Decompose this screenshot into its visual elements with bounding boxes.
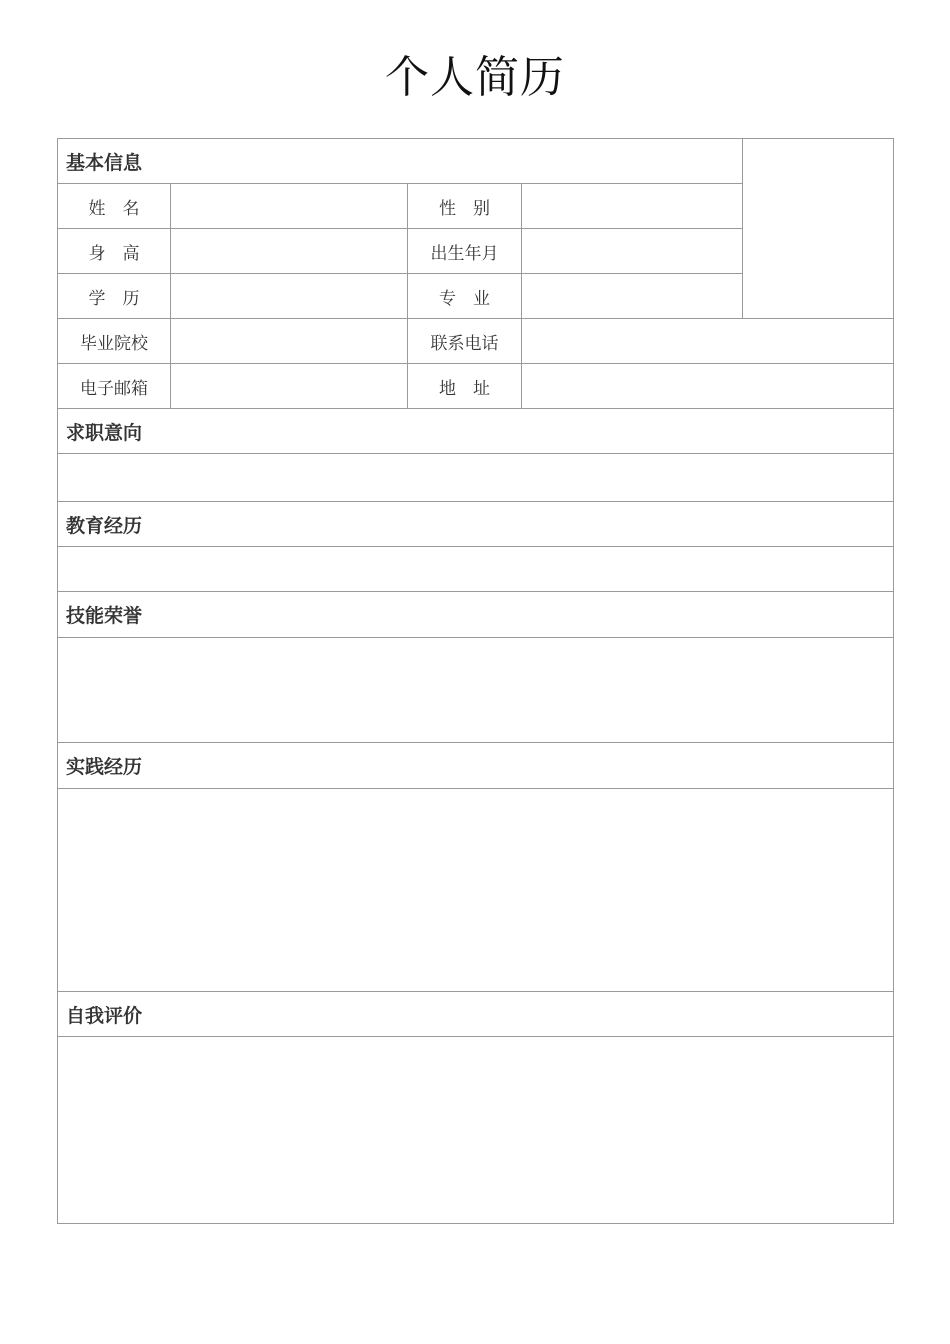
school-label: 毕业院校 <box>58 319 171 364</box>
birth-label: 出生年月 <box>408 229 522 274</box>
practice-content[interactable] <box>58 789 894 992</box>
name-value[interactable] <box>171 184 408 229</box>
resume-form-table <box>57 138 894 1224</box>
major-value[interactable] <box>522 274 743 319</box>
height-value[interactable] <box>171 229 408 274</box>
section-job-intention: 求职意向 <box>58 409 894 454</box>
birth-value[interactable] <box>522 229 743 274</box>
degree-value[interactable] <box>171 274 408 319</box>
basic-info-header-row <box>58 139 894 184</box>
page-title: 个人简历 <box>385 52 565 103</box>
section-practice: 实践经历 <box>58 743 894 789</box>
email-value[interactable] <box>171 364 408 409</box>
gender-label: 性 别 <box>408 184 522 229</box>
section-self-evaluation: 自我评价 <box>58 992 894 1037</box>
email-label: 电子邮箱 <box>58 364 171 409</box>
table-row <box>58 364 894 409</box>
major-label: 专 业 <box>408 274 522 319</box>
table-row <box>58 319 894 364</box>
skills-honors-content[interactable] <box>58 638 894 743</box>
section-basic-info: 基本信息 <box>58 139 743 184</box>
address-value[interactable] <box>522 364 894 409</box>
section-education: 教育经历 <box>58 502 894 547</box>
phone-label: 联系电话 <box>408 319 522 364</box>
height-label: 身 高 <box>58 229 171 274</box>
section-skills-honors: 技能荣誉 <box>58 592 894 638</box>
address-label: 地 址 <box>408 364 522 409</box>
job-intention-content[interactable] <box>58 454 894 502</box>
school-value[interactable] <box>171 319 408 364</box>
phone-value[interactable] <box>522 319 894 364</box>
self-evaluation-content[interactable] <box>58 1037 894 1224</box>
gender-value[interactable] <box>522 184 743 229</box>
education-content[interactable] <box>58 547 894 592</box>
degree-label: 学 历 <box>58 274 171 319</box>
photo-area[interactable] <box>743 139 894 319</box>
name-label: 姓 名 <box>58 184 171 229</box>
